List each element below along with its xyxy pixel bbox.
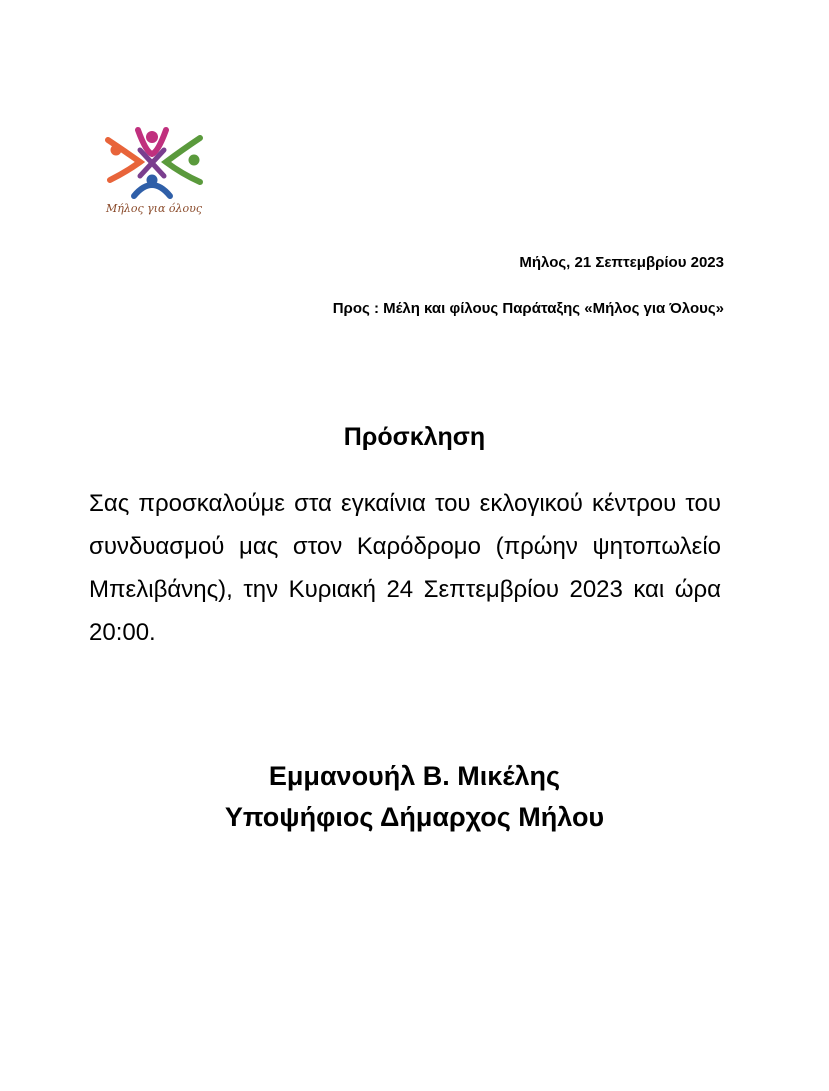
signature-role: Υποψήφιος Δήμαρχος Μήλου	[224, 802, 605, 832]
signature-name: Εμμανουήλ Β. Μικέλης	[268, 761, 561, 791]
letter-recipients: Προς : Μέλη και φίλους Παράταξης «Μήλος για Όλους»	[332, 300, 724, 317]
logo-caption: Μήλος για όλους	[106, 202, 202, 215]
page-title: Πρόσκληση	[343, 423, 486, 451]
letter-date: Μήλος, 21 Σεπτεμβρίου 2023	[519, 254, 724, 271]
invitation-body: Σας προσκαλούμε στα εγκαίνια του εκλογικού κέντρου του συνδυασμού μας στον Καρόδρομο (πρώην ψητοπωλείο Μπελιβάνης), την Κυριακή 24 Σεπτεμβρίου 2023 και ώρα 20:00.	[89, 490, 721, 646]
party-logo	[100, 122, 212, 218]
signature-block	[0, 756, 829, 838]
party-logo-icon	[100, 122, 212, 202]
